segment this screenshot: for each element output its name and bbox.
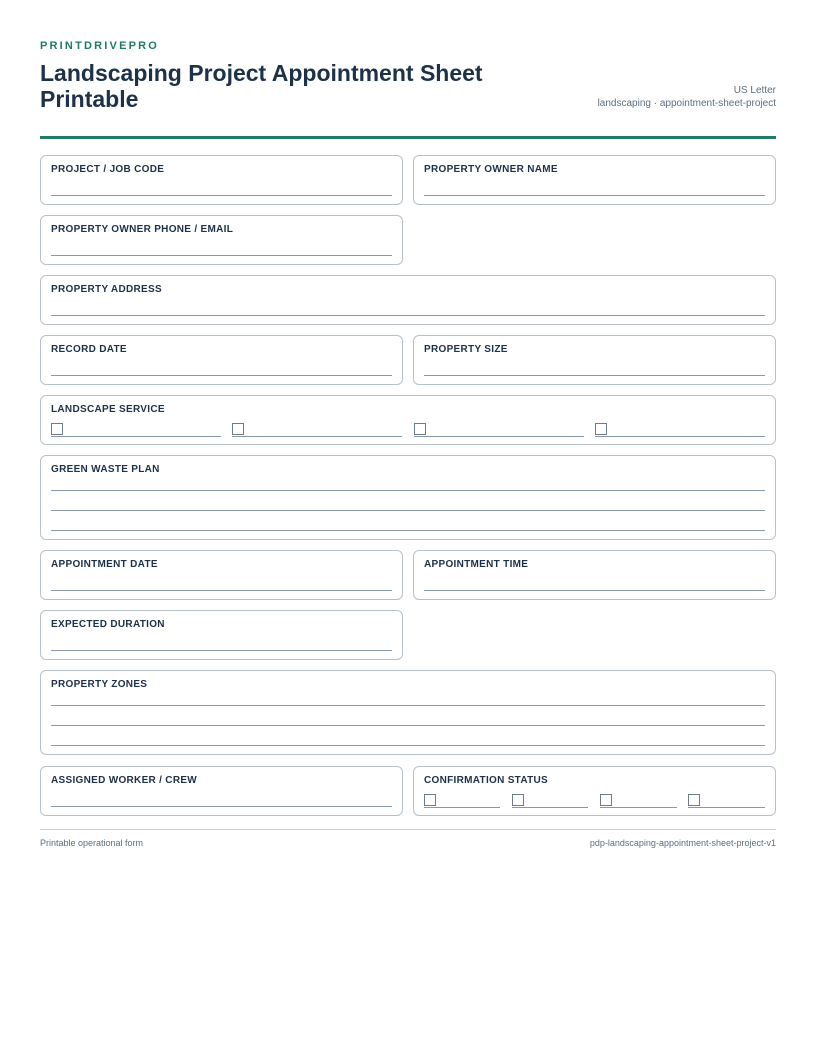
checkbox-icon[interactable] xyxy=(232,423,244,435)
owner-name-input-line[interactable] xyxy=(424,195,765,196)
document-meta xyxy=(598,84,776,110)
checkbox-icon[interactable] xyxy=(51,423,63,435)
footer xyxy=(40,829,776,852)
checkbox-icon[interactable] xyxy=(595,423,607,435)
landscape-service-field xyxy=(40,395,776,445)
green-waste-line-2[interactable] xyxy=(51,510,765,511)
owner-name-field xyxy=(413,155,776,205)
job-code-input-line[interactable] xyxy=(51,195,392,196)
green-waste-line-1[interactable] xyxy=(51,490,765,491)
address-label: PROPERTY ADDRESS xyxy=(51,284,162,295)
green-waste-plan-label: GREEN WASTE PLAN xyxy=(51,464,160,475)
brand-logo: PRINTDRIVEPRO xyxy=(40,40,160,52)
property-zones-line-2[interactable] xyxy=(51,725,765,726)
appointment-time-input-line[interactable] xyxy=(424,590,765,591)
property-size-label: PROPERTY SIZE xyxy=(424,344,508,355)
address-field xyxy=(40,275,776,325)
expected-duration-label: EXPECTED DURATION xyxy=(51,619,165,630)
service-option-3[interactable] xyxy=(414,423,584,437)
form-body xyxy=(40,155,776,817)
owner-contact-label: PROPERTY OWNER PHONE / EMAIL xyxy=(51,224,234,235)
assigned-crew-input-line[interactable] xyxy=(51,806,392,807)
green-waste-line-3[interactable] xyxy=(51,530,765,531)
status-option-2[interactable] xyxy=(512,794,588,808)
record-date-field xyxy=(40,335,403,385)
form-page xyxy=(40,0,776,852)
green-waste-plan-field xyxy=(40,455,776,540)
record-date-input-line[interactable] xyxy=(51,375,392,376)
appointment-date-field xyxy=(40,550,403,600)
owner-contact-input-line[interactable] xyxy=(51,255,392,256)
property-zones-label: PROPERTY ZONES xyxy=(51,679,148,690)
expected-duration-input-line[interactable] xyxy=(51,650,392,651)
appointment-date-input-line[interactable] xyxy=(51,590,392,591)
owner-name-label: PROPERTY OWNER NAME xyxy=(424,164,558,175)
assigned-crew-field xyxy=(40,766,403,816)
job-code-label: PROJECT / JOB CODE xyxy=(51,164,165,175)
record-date-label: RECORD DATE xyxy=(51,344,127,355)
header xyxy=(40,60,776,139)
owner-contact-field xyxy=(40,215,403,265)
status-option-3[interactable] xyxy=(600,794,677,808)
confirmation-status-field xyxy=(413,766,776,816)
footer-description: Printable operational form xyxy=(40,838,144,848)
appointment-time-label: APPOINTMENT TIME xyxy=(424,559,529,570)
property-zones-line-1[interactable] xyxy=(51,705,765,706)
address-input-line[interactable] xyxy=(51,315,765,316)
property-size-field xyxy=(413,335,776,385)
checkbox-icon[interactable] xyxy=(414,423,426,435)
confirmation-status-label: CONFIRMATION STATUS xyxy=(424,775,549,786)
checkbox-icon[interactable] xyxy=(512,794,524,806)
service-option-1[interactable] xyxy=(51,423,221,437)
property-zones-line-3[interactable] xyxy=(51,745,765,746)
property-zones-field xyxy=(40,670,776,755)
page-title: Landscaping Project Appointment Sheet Printable xyxy=(40,60,483,112)
assigned-crew-label: ASSIGNED WORKER / CREW xyxy=(51,775,198,786)
service-option-4[interactable] xyxy=(595,423,765,437)
paper-size: US Letter xyxy=(733,85,776,96)
checkbox-icon[interactable] xyxy=(424,794,436,806)
appointment-time-field xyxy=(413,550,776,600)
checkbox-icon[interactable] xyxy=(688,794,700,806)
landscape-service-label: LANDSCAPE SERVICE xyxy=(51,404,165,415)
expected-duration-field xyxy=(40,610,403,660)
document-category: landscaping · appointment-sheet-project xyxy=(597,98,776,109)
appointment-date-label: APPOINTMENT DATE xyxy=(51,559,158,570)
checkbox-icon[interactable] xyxy=(600,794,612,806)
status-option-4[interactable] xyxy=(688,794,765,808)
service-option-2[interactable] xyxy=(232,423,402,437)
status-option-1[interactable] xyxy=(424,794,500,808)
job-code-field xyxy=(40,155,403,205)
footer-form-id: pdp-landscaping-appointment-sheet-project-v1 xyxy=(589,838,776,848)
property-size-input-line[interactable] xyxy=(424,375,765,376)
